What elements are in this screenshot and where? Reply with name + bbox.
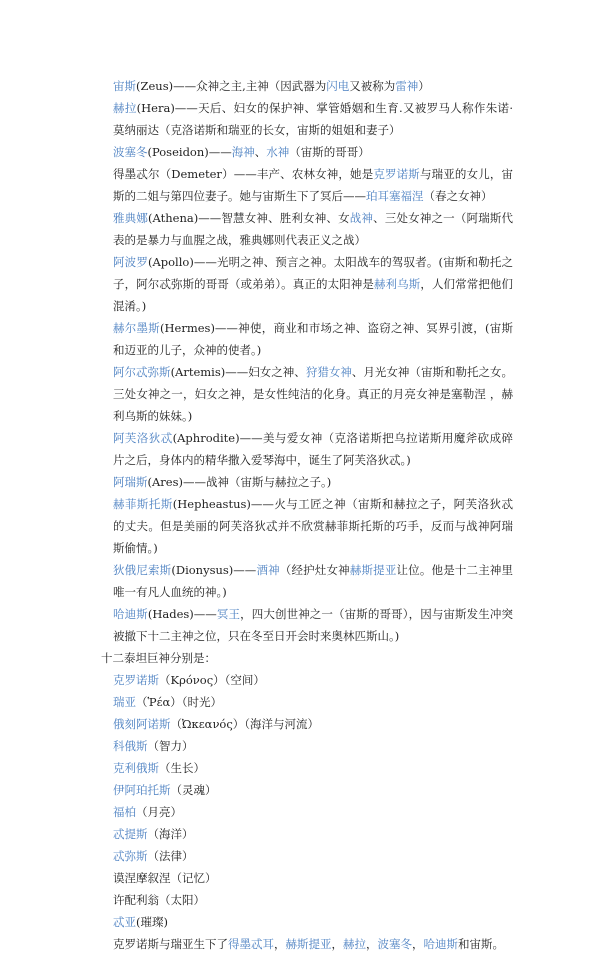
link-titan-coeus[interactable]: 科俄斯 [113,739,148,753]
link-hades-2[interactable]: 哈迪斯 [423,937,458,951]
entry-text: ） [418,79,430,93]
link-underworld-king[interactable]: 冥王 [216,607,241,621]
link-titan-phoebe[interactable]: 福柏 [113,805,136,819]
titan-item [113,779,513,801]
titan-item [113,801,513,823]
entry-text: 、三处女神之一（阿瑞斯代表的是暴力与血腥之战，雅典娜则代表正义之战） [113,211,514,247]
link-ares[interactable]: 阿瑞斯 [113,475,148,489]
god-entry-hera [113,97,513,141]
entry-text: 、 [254,145,267,159]
link-lightning[interactable]: 闪电 [326,79,350,93]
document-body [101,75,514,955]
titans-header: 十二泰坦巨神分别是： [101,651,216,665]
link-titan-rhea[interactable]: 瑞亚 [113,695,136,709]
link-titan-themis[interactable]: 忒弥斯 [113,849,148,863]
entry-text: ，四大创世神之一（宙斯的哥哥），因与宙斯发生冲突被撤下十二主神之位，只在冬至日开会时来奥林匹斯山。) [113,607,513,643]
titan-item [113,845,513,867]
god-entry-athena [113,207,513,251]
entry-name: 得墨忒尔 [113,167,160,181]
link-war-god[interactable]: 战神 [349,211,374,225]
titan-item [113,889,513,911]
titan-item [113,691,513,713]
entry-text: （宙斯的哥哥） [289,145,370,159]
titan-item [113,911,513,933]
titan-item [113,867,513,889]
entry-text: 与瑞亚的女儿，宙斯的二姐与第四位妻子。她与宙斯生下了冥后—— [113,167,514,203]
entry-text: (Artemis)——妇女之神、 [170,365,306,379]
link-titan-tethys[interactable]: 忒提斯 [113,827,148,841]
link-hades[interactable]: 哈迪斯 [113,607,148,621]
link-hephaestus[interactable]: 赫菲斯托斯 [113,497,173,511]
link-poseidon-2[interactable]: 波塞冬 [377,937,412,951]
titan-desc: （Ῥέα）（时光） [136,695,223,709]
titan-desc: （灵魂） [170,783,217,797]
entry-text: (Athena)——智慧女神、胜利女神、女 [148,211,350,225]
link-sea-god[interactable]: 海神 [231,145,255,159]
titan-desc: (璀璨) [136,915,168,929]
entry-text: (Hera)——天后、妇女的保护神、掌管婚姻和生育.又被罗马人称作朱诺·莫纳丽达（克洛诺斯和瑞亚的长女，宙斯的姐姐和妻子） [113,101,513,137]
god-entry-aphrodite [113,427,513,471]
titan-name-mnemosyne: 谟涅摩叙涅 [113,871,171,885]
god-entry-dionysus [113,559,513,603]
god-entry-artemis [113,361,513,427]
link-artemis[interactable]: 阿尔忒弥斯 [113,365,171,379]
titan-desc: （月亮） [136,805,182,819]
link-hunting-goddess[interactable]: 狩猎女神 [305,365,352,379]
link-titan-crius[interactable]: 克利俄斯 [113,761,159,775]
separator: ， [331,937,343,951]
god-entry-ares [113,471,513,493]
god-entry-apollo [113,251,513,317]
entry-text: (Poseidon)—— [147,145,232,159]
closing-text: 和宙斯。 [458,937,504,951]
titan-desc: （法律） [147,849,194,863]
link-titan-cronus[interactable]: 克罗诺斯 [113,673,159,687]
titan-item [113,669,513,691]
link-athena[interactable]: 雅典娜 [113,211,149,225]
titan-item [113,823,513,845]
titan-desc: （海洋） [147,827,194,841]
titan-desc: （智力） [147,739,194,753]
titan-item [113,735,513,757]
link-demeter[interactable]: 得墨忒耳 [228,937,274,951]
link-hestia[interactable]: 赫斯提亚 [349,563,397,577]
separator: ， [366,937,378,951]
link-titan-iapetus[interactable]: 伊阿珀托斯 [113,783,171,797]
link-apollo[interactable]: 阿波罗 [113,255,148,269]
entry-text: (Aphrodite)——美与爱女神（克洛诺斯把乌拉诺斯用魔斧砍成碎片之后，身体内的精华撒入爱琴海中，诞生了阿芙洛狄忒。) [113,431,514,467]
titan-desc: （Ὠκεανός）（海洋与河流） [170,717,320,731]
link-aphrodite[interactable]: 阿芙洛狄忒 [113,431,173,445]
link-titan-oceanus[interactable]: 俄刻阿诺斯 [113,717,171,731]
link-dionysus[interactable]: 狄俄尼索斯 [113,563,172,577]
link-thunder-god[interactable]: 雷神 [395,79,419,93]
link-hera[interactable]: 赫拉 [113,101,137,115]
entry-text: (Ares)——战神（宙斯与赫拉之子。) [147,475,332,489]
link-wine-god[interactable]: 酒神 [256,563,280,577]
entry-text: （经护灶女神 [279,563,350,577]
entry-text: 又被称为 [349,79,396,93]
link-titan-theia[interactable]: 忒亚 [113,915,136,929]
link-helios[interactable]: 赫利乌斯 [373,277,421,291]
entry-text: (Zeus)——众神之主,主神（因武器为 [136,79,327,93]
titan-item [113,757,513,779]
entry-text: ，人们常常把他们混淆。) [113,277,514,313]
god-entry-demeter [113,163,513,207]
separator: ， [274,937,286,951]
titan-desc: （记忆） [170,871,217,885]
entry-text: (Hades)—— [147,607,217,621]
link-hera-2[interactable]: 赫拉 [343,937,366,951]
titan-desc: （生长） [159,761,205,775]
link-zeus[interactable]: 宙斯 [113,79,136,93]
god-entry-poseidon [113,141,513,163]
god-entry-hermes [113,317,513,361]
entry-text: 让位。他是十二主神里唯一有凡人血统的神。) [113,563,514,599]
titan-item [113,713,513,735]
link-poseidon[interactable]: 波塞冬 [113,145,148,159]
closing-text: 克罗诺斯与瑞亚生下了 [113,937,228,951]
entry-text: （Demeter）——丰产、农林女神，她是 [159,167,374,181]
closing-line [113,933,513,955]
link-persephone[interactable]: 珀耳塞福涅 [366,189,424,203]
link-hermes[interactable]: 赫尔墨斯 [113,321,161,335]
titan-desc: （太阳） [159,893,205,907]
entry-text: (Hermes)——神使，商业和市场之神、盗窃之神、冥界引渡，(宙斯和迈亚的儿子，众神的使者。) [113,321,513,357]
titan-name-hyperion: 许配利翁 [113,893,159,907]
entry-text: （春之女神） [423,189,493,203]
link-cronus[interactable]: 克罗诺斯 [373,167,420,181]
god-entry-zeus [113,75,513,97]
entry-text: 、月光女神（宙斯和勒托之女。三处女神之一，妇女之神，是女性纯洁的化身。真正的月亮女神是塞勒涅 ，赫利乌斯的妹妹。) [113,365,514,423]
god-entry-hades [113,603,513,647]
separator: ， [412,937,424,951]
link-hestia-2[interactable]: 赫斯提亚 [285,937,332,951]
entry-text: (Dionysus)—— [171,563,257,577]
titan-desc: （Κρόνος）（空间） [159,673,265,687]
god-entry-hephaestus [113,493,513,559]
entry-text: (Apollo)——光明之神、预言之神。太阳战车的驾驭者。(宙斯和勒托之子，阿尔忒弥斯的哥哥（或弟弟）。真正的太阳神是 [113,255,513,291]
link-water-god[interactable]: 水神 [266,145,290,159]
entry-text: (Hepheastus)——火与工匠之神（宙斯和赫拉之子，阿芙洛狄忒的丈夫。但是美丽的阿芙洛狄忒并不欣赏赫菲斯托斯的巧手，反而与战神阿瑞斯偷情。) [113,497,514,555]
